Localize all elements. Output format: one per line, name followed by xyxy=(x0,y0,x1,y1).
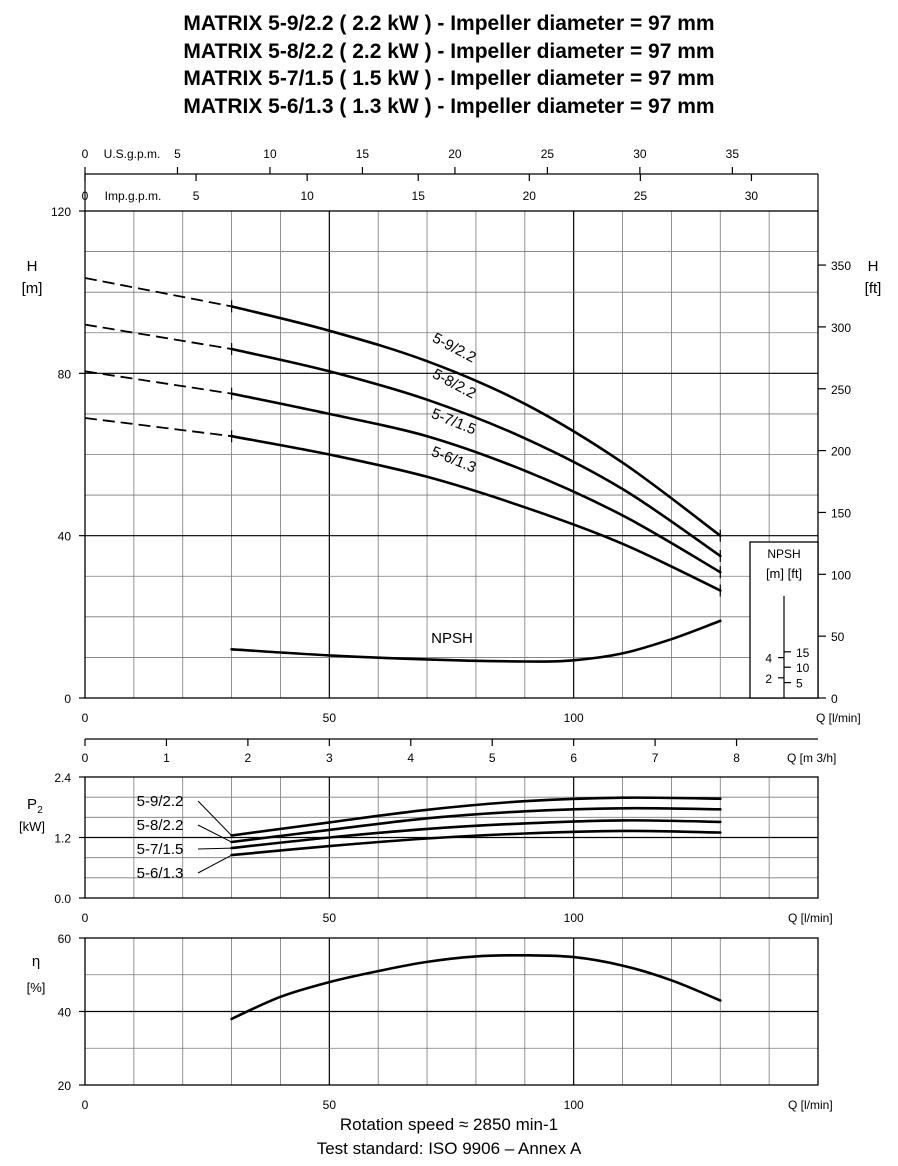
eff-axis-unit: [%] xyxy=(26,980,46,995)
p2-tick-label: 1.2 xyxy=(54,831,71,846)
power-curve-label: 5-8/2.2 xyxy=(136,817,184,834)
usgpm-tick-label: 20 xyxy=(448,147,462,161)
impgpm-axis-label: Imp.g.p.m. xyxy=(104,189,162,203)
eff-q-axis-label: Q [l/min] xyxy=(788,1098,833,1112)
p2-axis-subscript: 2 xyxy=(37,805,43,816)
impgpm-tick-label: 15 xyxy=(411,189,425,203)
npsh-m-tick-label: 4 xyxy=(765,651,772,666)
q-tick-label: 0 xyxy=(81,711,89,725)
power-curve-label: 5-9/2.2 xyxy=(136,793,184,810)
power-curve-leader xyxy=(198,848,232,849)
h-left-axis-unit: [m] xyxy=(21,280,43,297)
h-left-axis-label: H xyxy=(26,258,38,275)
h-right-tick-label: 50 xyxy=(831,630,845,645)
usgpm-tick-label: 15 xyxy=(355,147,370,161)
npsh-inset-title: NPSH xyxy=(767,547,801,561)
eff-q-tick-label: 50 xyxy=(322,1098,337,1112)
impgpm-tick-label: 20 xyxy=(522,189,536,203)
p2-axis-label: P xyxy=(26,796,38,813)
m3h-tick-label: 3 xyxy=(325,751,333,765)
head-curve-dashed-5-6-1.3 xyxy=(85,418,232,436)
h-right-tick-label: 250 xyxy=(831,382,852,397)
footer-rotation-speed: Rotation speed ≈ 2850 min-1 xyxy=(339,1115,559,1134)
usgpm-tick-label: 0 xyxy=(81,147,89,161)
impgpm-tick-label: 0 xyxy=(81,189,89,203)
h-right-tick-label: 350 xyxy=(831,259,852,274)
title-line-4: MATRIX 5-6/1.3 ( 1.3 kW ) - Impeller diameter = 97 mm xyxy=(183,94,715,118)
head-curve-dashed-5-8-2.2 xyxy=(85,325,232,349)
m3h-tick-label: 6 xyxy=(570,751,578,765)
npsh-ft-tick-label: 10 xyxy=(796,661,810,676)
eff-tick-label: 60 xyxy=(57,932,71,946)
m3h-tick-label: 0 xyxy=(81,751,89,765)
eff-tick-label: 40 xyxy=(57,1005,71,1020)
head-curve-dashed-5-7-1.5 xyxy=(85,371,232,393)
impgpm-tick-label: 30 xyxy=(744,189,759,203)
usgpm-tick-label: 5 xyxy=(174,147,181,161)
p2-tick-label: 2.4 xyxy=(54,771,71,785)
h-right-tick-label: 0 xyxy=(831,692,838,706)
h-left-tick-label: 0 xyxy=(64,692,71,706)
head-curve-label: 5-6/1.3 xyxy=(428,443,479,477)
head-curve-label: 5-8/2.2 xyxy=(429,365,479,403)
impgpm-tick-label: 25 xyxy=(633,189,648,203)
impgpm-tick-label: 10 xyxy=(300,189,314,203)
usgpm-axis-label: U.S.g.p.m. xyxy=(103,147,161,161)
m3h-axis-label: Q [m 3/h] xyxy=(787,751,837,765)
npsh-m-tick-label: 2 xyxy=(765,671,772,686)
m3h-tick-label: 5 xyxy=(488,751,496,765)
h-left-tick-label: 40 xyxy=(57,529,71,544)
h-right-tick-label: 100 xyxy=(831,568,852,583)
q-tick-label: 100 xyxy=(563,711,584,725)
eff-q-tick-label: 100 xyxy=(563,1098,584,1112)
footer-test-standard: Test standard: ISO 9906 – Annex A xyxy=(316,1139,582,1158)
power-curve-leader xyxy=(198,825,232,842)
impgpm-tick-label: 5 xyxy=(192,189,200,203)
npsh-ft-tick-label: 15 xyxy=(796,645,810,660)
eff-q-tick-label: 0 xyxy=(81,1098,89,1112)
m3h-tick-label: 2 xyxy=(244,751,252,765)
m3h-tick-label: 8 xyxy=(733,751,740,765)
p2-axis-unit: [kW] xyxy=(19,819,45,834)
q-axis-label: Q [l/min] xyxy=(816,711,861,725)
h-right-tick-label: 300 xyxy=(831,320,852,335)
m3h-tick-label: 4 xyxy=(407,751,415,765)
usgpm-tick-label: 35 xyxy=(725,147,740,161)
eff-tick-label: 20 xyxy=(57,1079,71,1093)
power-curve-label: 5-7/1.5 xyxy=(136,841,184,858)
title-line-3: MATRIX 5-7/1.5 ( 1.5 kW ) - Impeller diameter = 97 mm xyxy=(183,67,715,90)
title-line-2: MATRIX 5-8/2.2 ( 2.2 kW ) - Impeller diameter = 97 mm xyxy=(183,39,715,63)
usgpm-tick-label: 25 xyxy=(540,147,555,161)
m3h-tick-label: 1 xyxy=(163,751,170,765)
usgpm-tick-label: 10 xyxy=(263,147,277,161)
h-right-tick-label: 200 xyxy=(831,444,852,459)
q-tick-label: 50 xyxy=(322,711,337,725)
head-curve-label: 5-7/1.5 xyxy=(428,405,479,439)
power-q-tick-label: 50 xyxy=(322,911,337,925)
h-left-tick-label: 80 xyxy=(57,367,71,382)
m3h-tick-label: 7 xyxy=(651,751,659,765)
h-right-tick-label: 150 xyxy=(831,506,852,521)
h-right-axis-unit: [ft] xyxy=(864,280,882,297)
npsh-ft-tick-label: 5 xyxy=(796,676,803,691)
h-right-axis-label: H xyxy=(867,258,879,275)
power-curve-label: 5-6/1.3 xyxy=(136,865,184,882)
p2-tick-label: 0.0 xyxy=(54,892,71,906)
power-q-axis-label: Q [l/min] xyxy=(788,911,833,925)
h-left-tick-label: 120 xyxy=(50,205,71,219)
npsh-inset-units: [m] [ft] xyxy=(765,566,803,581)
npsh-curve-label: NPSH xyxy=(431,630,473,647)
eff-axis-label: η xyxy=(31,953,41,970)
power-q-tick-label: 0 xyxy=(81,911,89,925)
head-curve-label: 5-9/2.2 xyxy=(429,329,479,367)
power-q-tick-label: 100 xyxy=(563,911,584,925)
title-line-1: MATRIX 5-9/2.2 ( 2.2 kW ) - Impeller diameter = 97 mm xyxy=(183,12,715,35)
usgpm-tick-label: 30 xyxy=(633,147,647,161)
power-curve-leader xyxy=(198,801,232,835)
